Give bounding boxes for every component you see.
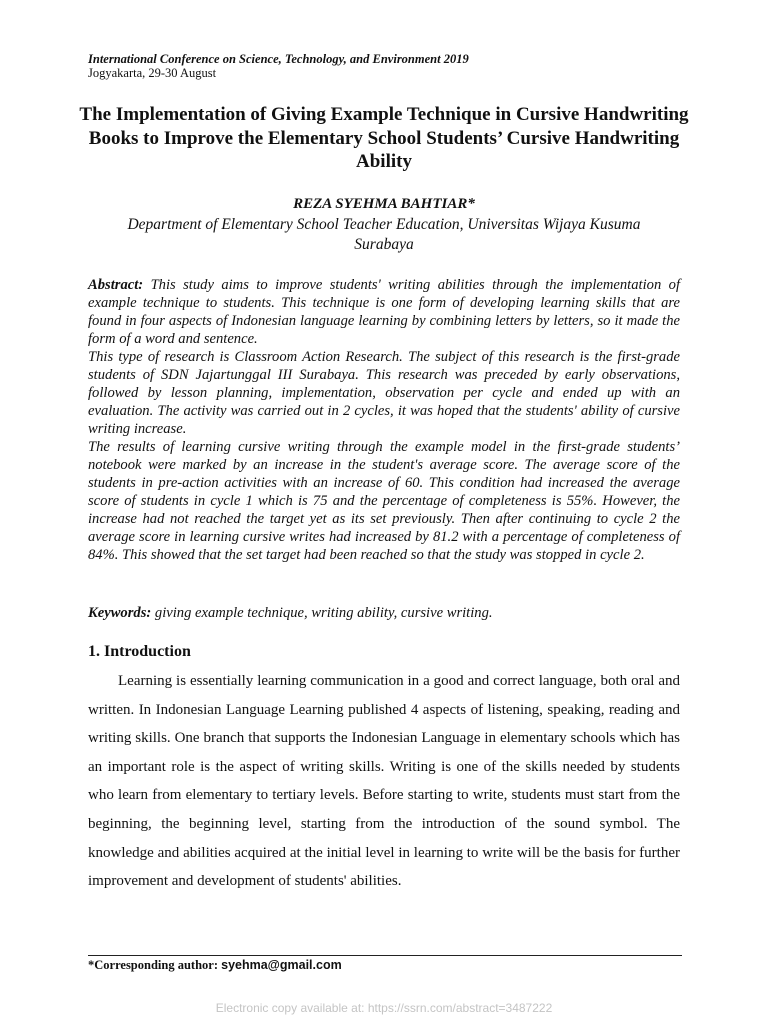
abstract bbox=[88, 276, 680, 564]
conference-place-date: Jogyakarta, 29-30 August bbox=[88, 66, 217, 80]
author-name: REZA SYEHMA BAHTIAR* bbox=[293, 196, 475, 212]
abstract-paragraph-2: This type of research is Classroom Action Research. The subject of this research is the first-grade students of SDN Jajartunggal III Surabaya. This research was preceded by early observations, followed by lesson planning, implementation, observation per cycle and ended up with an evaluation. The activity was carried out in 2 cycles, it was hoped that the students' ability of cursive writing increase. bbox=[88, 349, 680, 437]
author-email[interactable]: syehma@gmail.com bbox=[221, 958, 342, 972]
footnote-label: *Corresponding author: bbox=[88, 958, 218, 972]
section-heading-introduction: 1. Introduction bbox=[88, 643, 191, 660]
ssrn-watermark: Electronic copy available at: https://ssrn.com/abstract=3487222 bbox=[215, 1001, 553, 1015]
keywords bbox=[88, 604, 680, 622]
corresponding-author-footnote bbox=[88, 957, 342, 973]
abstract-text-1: This study aims to improve students' writing abilities through the implementation of example technique to students. This technique is one form of developing learning skills that are found in four aspects of Indonesian language learning by combining letters by letters, so it made the form of a word and sentence. bbox=[88, 277, 680, 347]
abstract-paragraph-1 bbox=[88, 276, 680, 348]
abstract-label: Abstract: bbox=[88, 277, 144, 293]
footnote-divider bbox=[88, 955, 682, 956]
introduction-paragraph: Learning is essentially learning communication in a good and correct language, both oral and written. In Indonesian Language Learning published 4 aspects of listening, speaking, reading and writing skills. One branch that supports the Indonesian Language in elementary schools which has an important role is the aspect of writing skills. Writing is one of the skills needed by students who learn from elementary to tertiary levels. Before starting to write, students must start from the beginning, the beginning level, starting from the introduction of the sound symbol. The knowledge and abilities acquired at the initial level in learning to write will be the basis for further improvement and development of students' abilities. bbox=[88, 673, 680, 890]
keywords-label: Keywords: bbox=[88, 605, 152, 621]
keywords-text: giving example technique, writing ability, cursive writing. bbox=[154, 605, 493, 621]
author-affiliation: Department of Elementary School Teacher Education, Universitas Wijaya Kusuma Surabaya bbox=[127, 216, 641, 253]
conference-name: International Conference on Science, Technology, and Environment 2019 bbox=[88, 52, 469, 66]
paper-title: The Implementation of Giving Example Technique in Cursive Handwriting Books to Improve the Elementary School Students’ Cursive Handwriting Ability bbox=[79, 104, 689, 172]
abstract-paragraph-3: The results of learning cursive writing through the example model in the first-grade students’ notebook were marked by an increase in the student's average score. The average score of the students in pre-action activities with an increase of 60. This condition had increased the average score of students in cycle 1 which is 75 and the percentage of completeness is 55%. However, the increase had not reached the target yet as its set previously. Then after continuing to cycle 2 the average score in learning cursive writes had increased by 81.2 with a percentage of completeness of 84%. This showed that the set target had been reached so that the study was stopped in cycle 2. bbox=[88, 439, 680, 563]
